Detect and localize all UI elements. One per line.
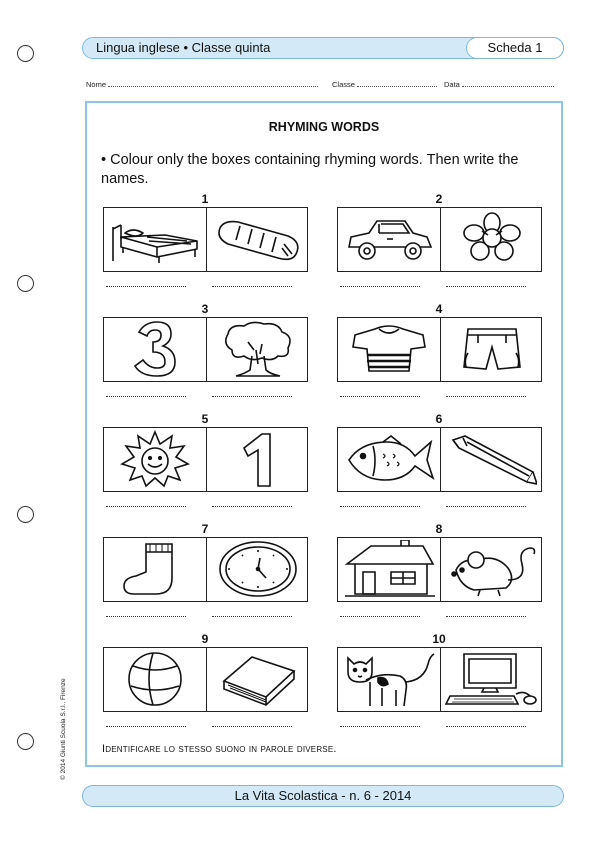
binder-hole-2 (17, 275, 34, 292)
header-title: Lingua inglese • Classe quinta (96, 40, 271, 55)
name-label: Nome (86, 80, 107, 89)
item-pair-3 (103, 317, 308, 382)
answer-line[interactable] (106, 286, 186, 287)
answer-line[interactable] (446, 286, 526, 287)
item-number: 7 (201, 522, 209, 536)
answer-line[interactable] (340, 726, 420, 727)
worksheet-title: RHYMING WORDS (268, 120, 380, 134)
item-pair-4 (337, 317, 542, 382)
flower-icon[interactable] (441, 208, 543, 270)
item-number: 8 (435, 522, 443, 536)
number-three-icon[interactable] (104, 318, 206, 380)
learning-objective: Identificare lo stesso suono in parole diverse. (102, 743, 337, 755)
class-line[interactable] (357, 80, 437, 87)
answer-line[interactable] (106, 396, 186, 397)
answer-line[interactable] (446, 616, 526, 617)
name-line[interactable] (108, 80, 318, 87)
item-number: 1 (201, 192, 209, 206)
item-number: 6 (435, 412, 443, 426)
answer-line[interactable] (106, 726, 186, 727)
worksheet-instruction: • Colour only the boxes containing rhyming words. Then write the names. (101, 152, 519, 187)
answer-line[interactable] (212, 286, 292, 287)
item-pair-2 (337, 207, 542, 272)
car-icon[interactable] (338, 208, 440, 270)
answer-line[interactable] (446, 506, 526, 507)
bed-icon[interactable] (104, 208, 206, 270)
copyright-notice: © 2014 Giunti Scuola S.r.l., Firenze (60, 678, 67, 780)
item-number: 4 (435, 302, 443, 316)
answer-line[interactable] (340, 286, 420, 287)
answer-line[interactable] (212, 616, 292, 617)
date-label: Data (444, 80, 460, 89)
item-pair-8 (337, 537, 542, 602)
sock-icon[interactable] (104, 538, 206, 600)
item-pair-5 (103, 427, 308, 492)
answer-line[interactable] (212, 506, 292, 507)
class-label: Classe (332, 80, 355, 89)
answer-line[interactable] (106, 506, 186, 507)
answer-line[interactable] (212, 726, 292, 727)
binder-hole-3 (17, 506, 34, 523)
item-pair-7 (103, 537, 308, 602)
answer-line[interactable] (340, 506, 420, 507)
date-line[interactable] (462, 80, 554, 87)
class-field[interactable] (332, 80, 437, 89)
answer-line[interactable] (340, 396, 420, 397)
answer-line[interactable] (106, 616, 186, 617)
cat-icon[interactable] (338, 648, 440, 710)
mouse-icon[interactable] (441, 538, 543, 600)
fish-icon[interactable] (338, 428, 440, 490)
item-number: 2 (435, 192, 443, 206)
worksheet-tab: Scheda 1 (466, 37, 564, 59)
item-pair-10 (337, 647, 542, 712)
item-number: 9 (201, 632, 209, 646)
item-pair-9 (103, 647, 308, 712)
pencil-icon[interactable] (441, 428, 543, 490)
ball-icon[interactable] (104, 648, 206, 710)
item-number: 5 (201, 412, 209, 426)
name-field[interactable] (86, 80, 318, 89)
tree-icon[interactable] (207, 318, 309, 380)
number-one-icon[interactable] (207, 428, 309, 490)
item-number: 3 (201, 302, 209, 316)
computer-icon[interactable] (441, 648, 543, 710)
binder-hole-4 (17, 733, 34, 750)
answer-line[interactable] (340, 616, 420, 617)
bread-icon[interactable] (207, 208, 309, 270)
clock-icon[interactable] (207, 538, 309, 600)
book-icon[interactable] (207, 648, 309, 710)
answer-line[interactable] (446, 726, 526, 727)
footer-bar: La Vita Scolastica - n. 6 - 2014 (82, 785, 564, 807)
item-pair-6 (337, 427, 542, 492)
item-number: 10 (432, 632, 446, 646)
house-icon[interactable] (338, 538, 440, 600)
binder-hole-1 (17, 45, 34, 62)
answer-line[interactable] (212, 396, 292, 397)
date-field[interactable] (444, 80, 554, 89)
answer-line[interactable] (446, 396, 526, 397)
shorts-icon[interactable] (441, 318, 543, 380)
item-pair-1 (103, 207, 308, 272)
sun-icon[interactable] (104, 428, 206, 490)
t-shirt-icon[interactable] (338, 318, 440, 380)
